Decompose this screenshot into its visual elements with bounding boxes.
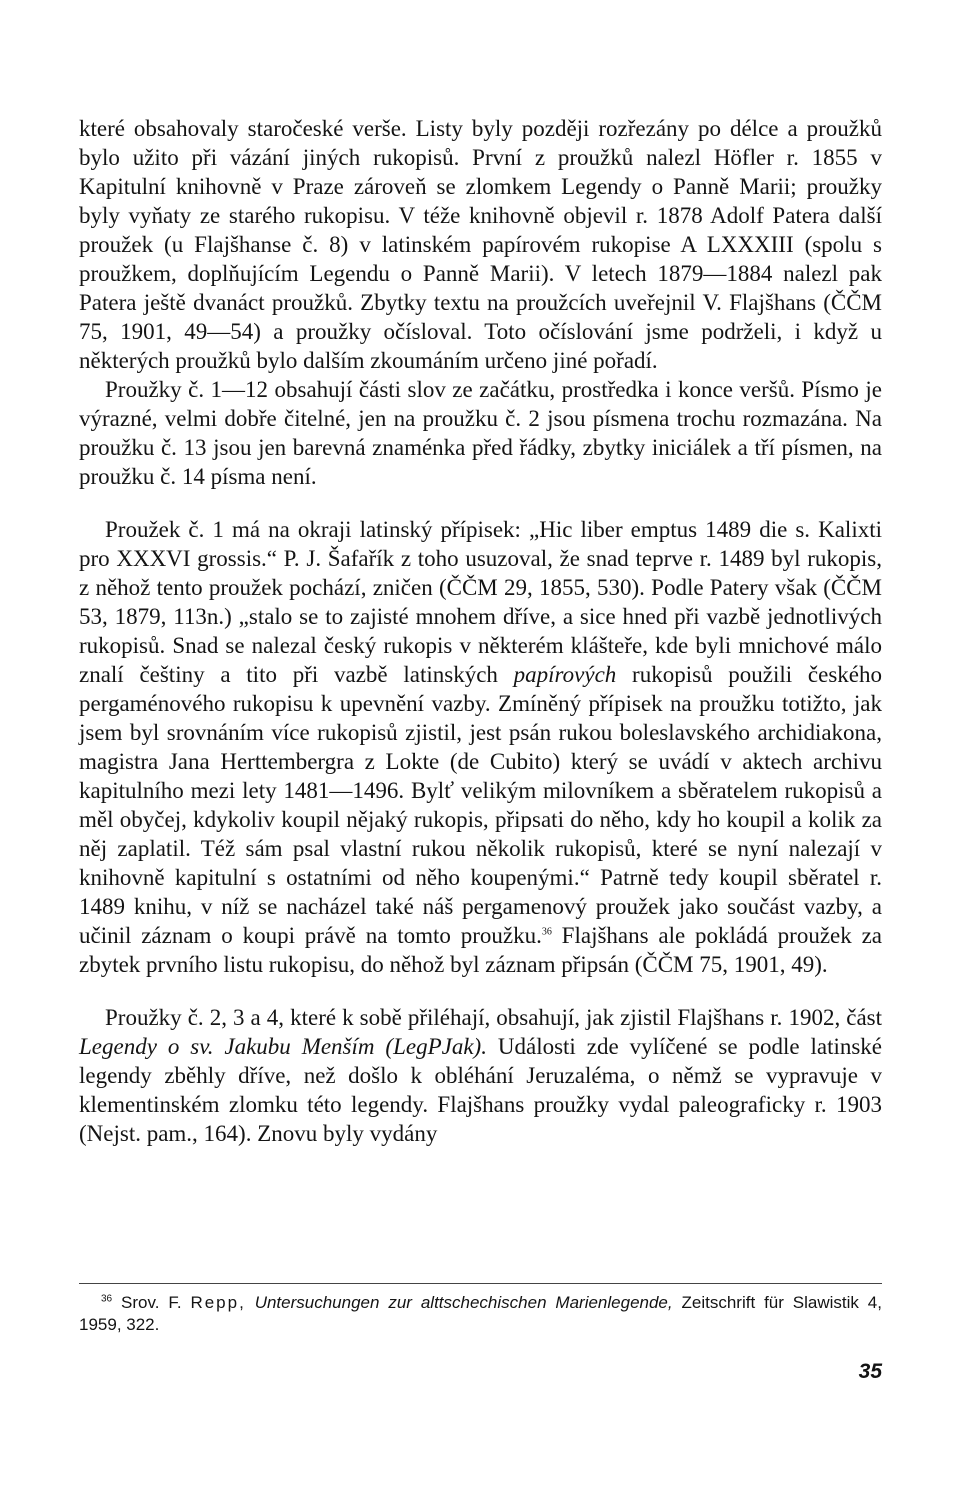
- text-segment: které obsahovaly staročeské verše. Listy byly později rozřezány po délce a proužků bylo užito při vázání jiných rukopisů. První z proužků nalezl Höfler r. 1855 v Kapitulní knihovně v Praze zároveň se zlomkem Legendy o Panně Marii; proužky byly vyňaty ze starého rukopisu. V téže knihovně objevil r. 1878 Adolf Patera další proužek (u Flajšhanse č. 8) v latinském papírovém rukopise A LXXXIII (spolu s proužkem, doplňujícím Legendu o Panně Marii). V letech 1879—1884 nalezl pak Patera ještě dvanáct proužků. Zbytky textu na proužcích uveřejnil V. Flajšhans (ČČM 75, 1901, 49—54) a proužky očísloval. Toto očíslování jsme podrželi, i když u některých proužků bylo dalším zkoumáním určeno jiné pořadí.: [79, 116, 882, 373]
- footnote-title: Untersuchungen zur alttschechischen Marienlegende,: [254, 1293, 673, 1312]
- paragraph-1: [79, 114, 882, 375]
- italic-text: papírových: [513, 662, 617, 687]
- paragraph-2: [79, 375, 882, 491]
- text-segment: Flajšhans ale pokládá proužek za zbytek prvního listu rukopisu, do něhož byl záznam připsán (ČČM 75, 1901, 49).: [79, 923, 882, 977]
- footnote-divider: [79, 1283, 882, 1284]
- paragraph-3: [79, 515, 882, 979]
- footnote-source: Zeitschrift für Slawistik 4, 1959, 322.: [79, 1293, 882, 1334]
- page-number: 35: [858, 1360, 882, 1383]
- text-segment: Proužek č. 1 má na okraji latinský přípisek: „Hic liber emptus 1489 die s. Kalixti pro XXXVI grossis.“ P. J. Šafařík z toho usuzoval, že snad teprve r. 1489 byl rukopis, z něhož tento proužek pochází, zničen (ČČM 29, 1855, 530). Podle Patery však (ČČM 53, 1879, 113n.) „stalo se to zajisté mnohem dříve, a sice hned při vazbě jednotlivých rukopisů. Snad se nalezal český rukopis v některém klášteře, kde byli mnichové málo znalí češtiny a tito při vazbě latinských: [79, 517, 882, 687]
- text-segment: Události zde vylíčené se podle latinské legendy zběhly dříve, než došlo k obléhání Jeruzaléma, o němž se vypravuje v klementinském zlomku této legendy. Flajšhans proužky vydal paleograficky r. 1903 (Nejst. pam., 164). Znovu byly vydány: [79, 1034, 883, 1146]
- text-segment: Proužky č. 2, 3 a 4, které k sobě přiléhají, obsahují, jak zjistil Flajšhans r. 1902, část: [105, 1005, 882, 1030]
- footnote-author: Repp,: [190, 1293, 246, 1312]
- footnote-reference: 36: [541, 926, 552, 938]
- text-segment: Proužky č. 1—12 obsahují části slov ze začátku, prostředka i konce veršů. Písmo je výrazné, velmi dobře čitelné, jen na proužku č. 2 jsou písmena trochu rozmazána. Na proužku č. 13 jsou jen barevná znaménka před řádky, zbytky iniciálek a tří písmen, na proužku č. 14 písma není.: [79, 377, 882, 489]
- footnote-number: 36: [101, 1293, 113, 1305]
- paragraph-4: [79, 1003, 882, 1148]
- text-segment: rukopisů použili českého pergaménového rukopisu k upevnění vazby. Zmíněný přípisek na proužku totižto, jak jsem byl srovnáním více rukopisů zjistil, jest psán rukou boleslavského archidiakona, magistra Jana Herttembergra z Lokte (de Cubito) který se uvádí v aktech archivu kapitulního mezi lety 1481—1496. Bylť velikým milovníkem a sběratelem rukopisů a měl obyčej, kdykoliv koupil nějaký rukopis, připsati do něho, kdy ho koupil a kolik za něj zaplatil. Též sám psal vlastní rukou několik rukopisů, které se nyní nalezají v knihovně kapitulní s ostatními od něho koupenými.“ Patrně tedy koupil sběratel r. 1489 knihu, v níž se nacházel také náš pergamenový proužek jako součást vazby, a učinil záznam o koupi právě na tomto proužku.: [79, 662, 882, 948]
- italic-text: Legendy o sv. Jakubu Menším (LegPJak).: [79, 1034, 487, 1059]
- main-text: [79, 114, 882, 1148]
- footnote-prefix: Srov. F.: [112, 1293, 191, 1312]
- footnote: [79, 1292, 882, 1336]
